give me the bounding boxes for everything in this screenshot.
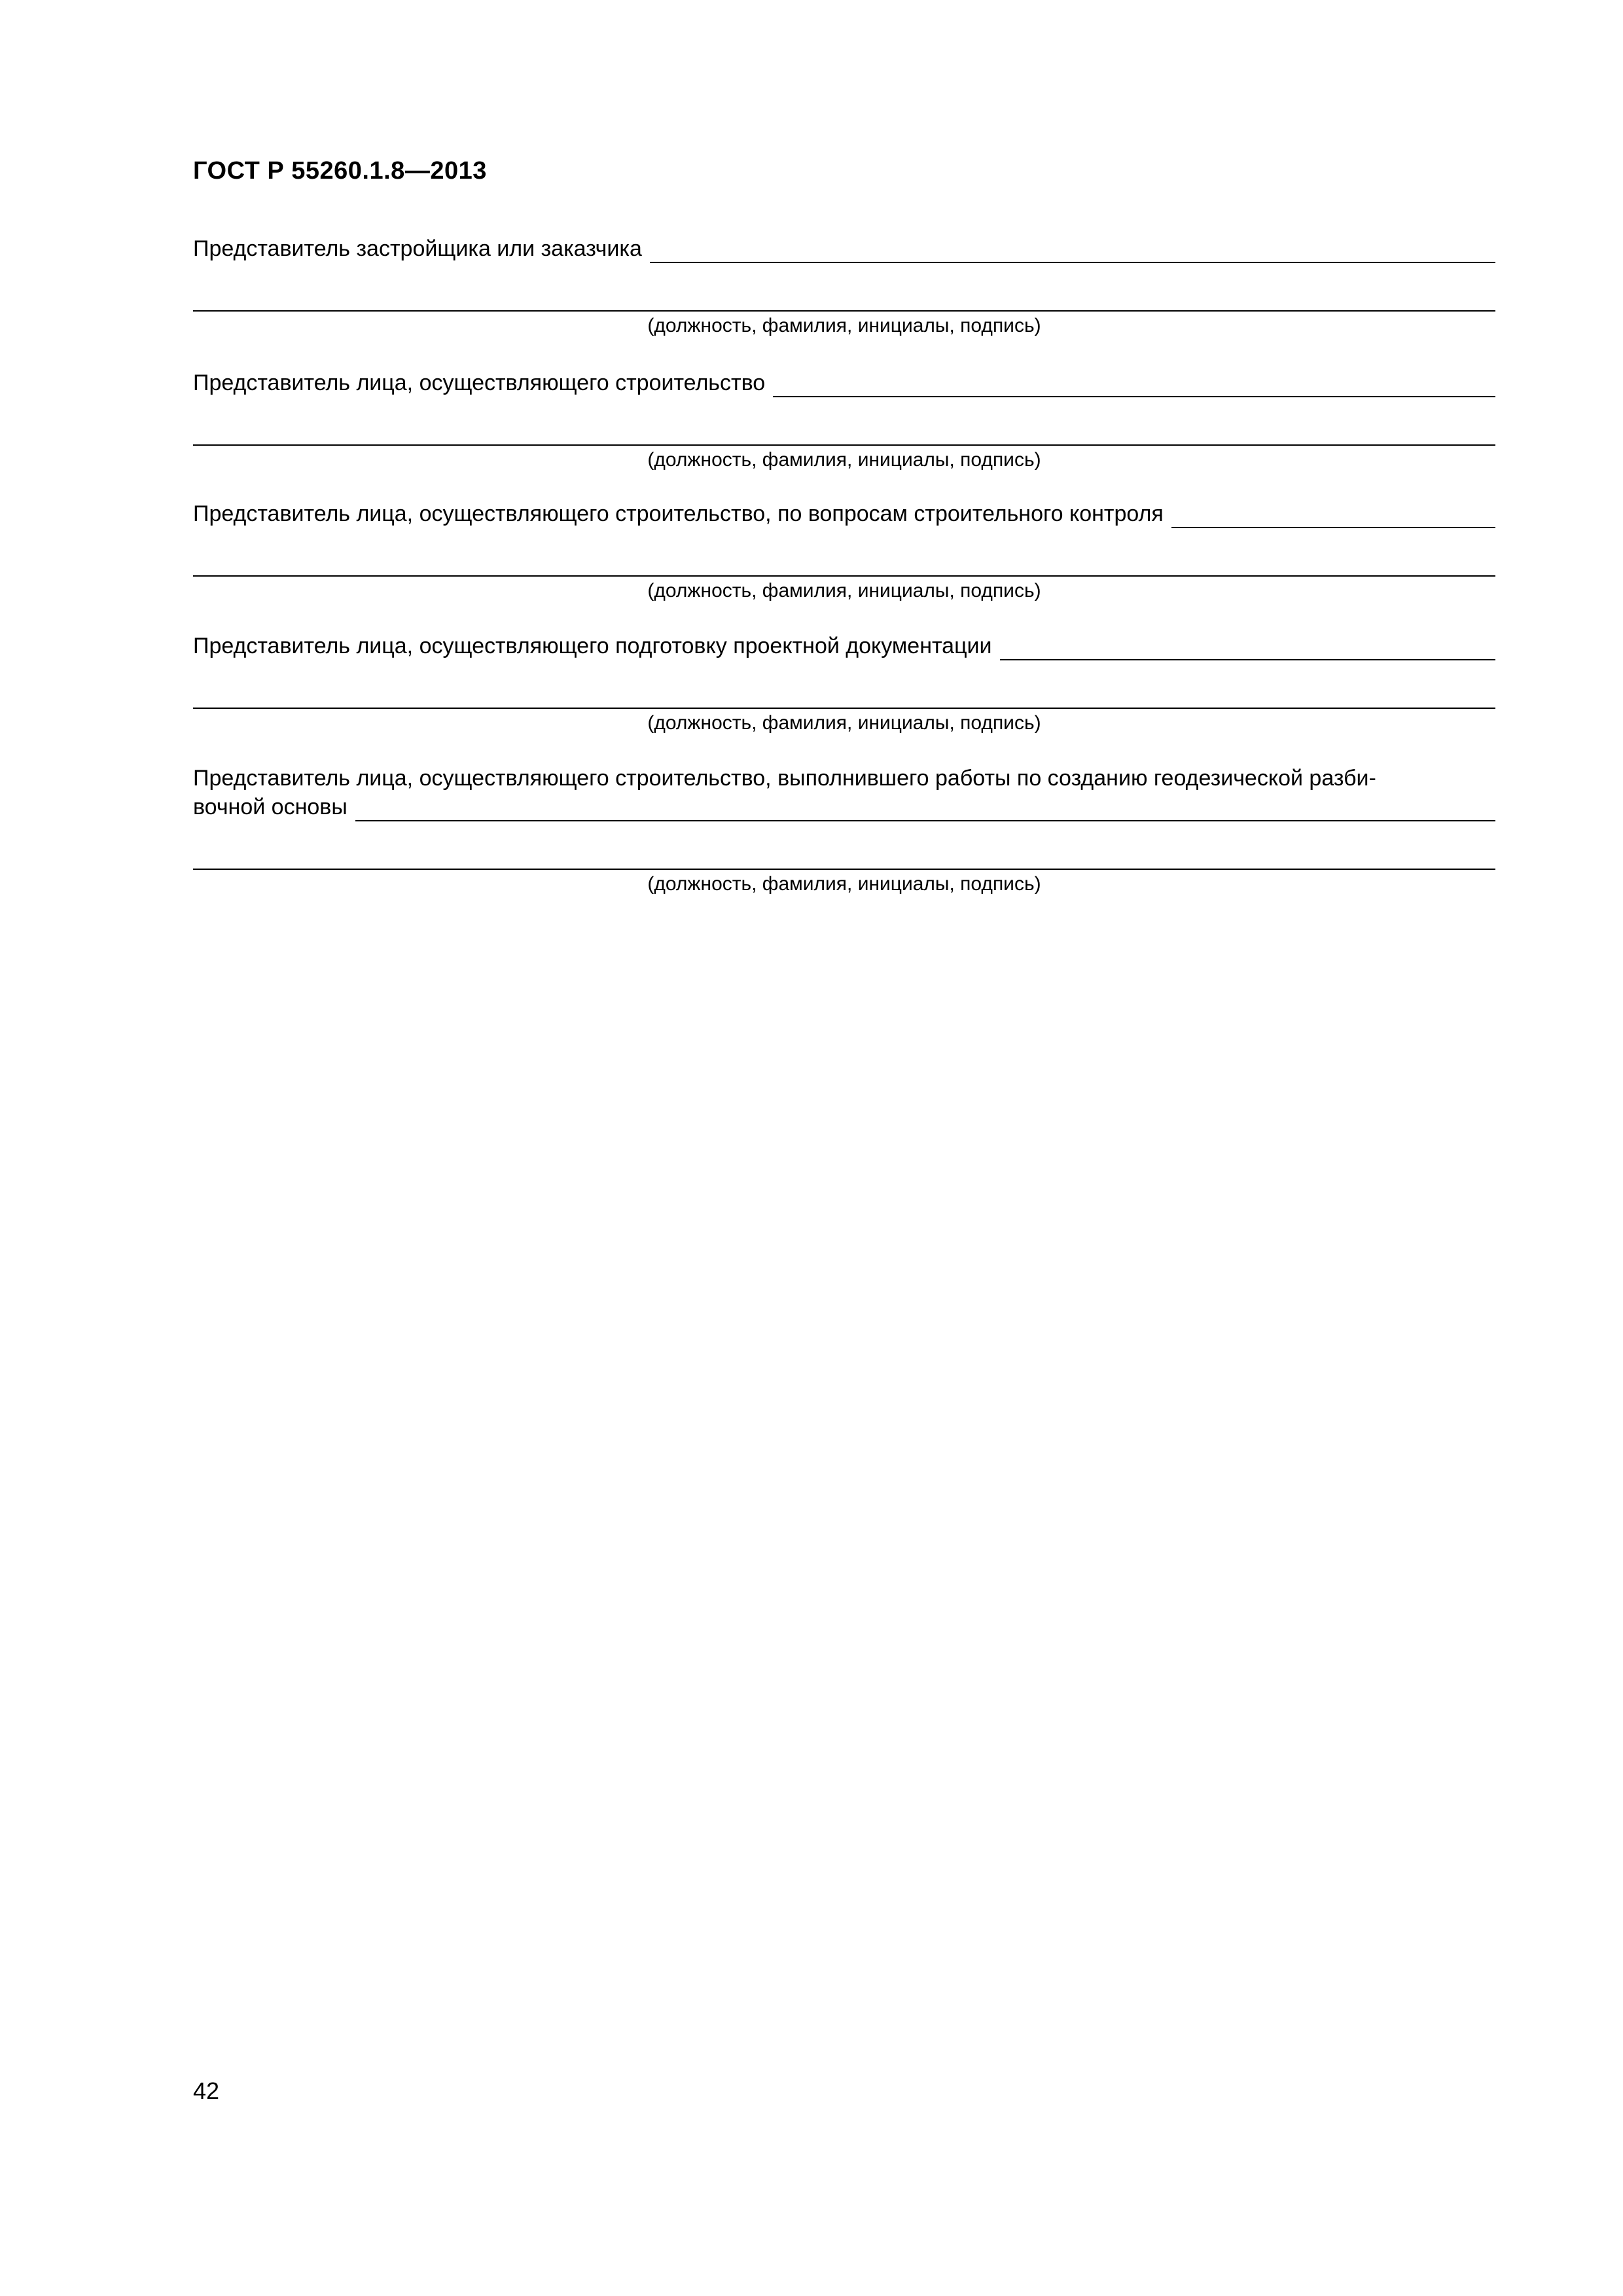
signature-input-line[interactable] (1171, 505, 1495, 528)
signature-field-label: Представитель лица, осуществляющего строительство, по вопросам строительного контроля (193, 501, 1164, 526)
signature-field-designer (193, 632, 1495, 736)
signature-caption: (должность, фамилия, инициалы, подпись) (647, 712, 1041, 734)
signature-second-line[interactable] (193, 850, 1495, 870)
signature-field-label: Представитель застройщика или заказчика (193, 236, 642, 261)
signature-field-label: Представитель лица, осуществляющего строительство (193, 370, 766, 395)
signature-second-line[interactable] (193, 292, 1495, 312)
signature-input-line[interactable] (1000, 637, 1495, 660)
signature-caption: (должность, фамилия, инициалы, подпись) (647, 873, 1041, 895)
signature-field-label: Представитель лица, осуществляющего строительство, выполнившего работы по созданию геодезической разби- (193, 766, 1376, 791)
signature-caption: (должность, фамилия, инициалы, подпись) (647, 315, 1041, 336)
signature-field-label: вочной основы (193, 795, 348, 819)
signature-field-label-row (193, 793, 1495, 821)
signature-field-label-row (193, 234, 1495, 263)
signature-field-label-row (193, 632, 1495, 660)
signature-field-label-row (193, 368, 1495, 397)
signature-caption: (должность, фамилия, инициалы, подпись) (647, 449, 1041, 471)
signature-field-builder-control (193, 499, 1495, 604)
signature-field-label-first-line (193, 764, 1495, 793)
page-number: 42 (193, 2077, 220, 2104)
signature-second-line[interactable] (193, 689, 1495, 709)
signature-input-line[interactable] (773, 374, 1495, 397)
signature-field-customer (193, 234, 1495, 339)
signature-field-geodesic (193, 764, 1495, 897)
signature-field-label: Представитель лица, осуществляющего подготовку проектной документации (193, 634, 992, 658)
signature-second-line[interactable] (193, 426, 1495, 446)
signature-field-label-row (193, 499, 1495, 528)
signature-second-line[interactable] (193, 557, 1495, 577)
standard-designation: ГОСТ Р 55260.1.8—2013 (193, 157, 487, 185)
signature-caption: (должность, фамилия, инициалы, подпись) (647, 580, 1041, 601)
signature-field-builder (193, 368, 1495, 473)
signature-input-line[interactable] (355, 798, 1495, 821)
signature-input-line[interactable] (650, 240, 1495, 263)
